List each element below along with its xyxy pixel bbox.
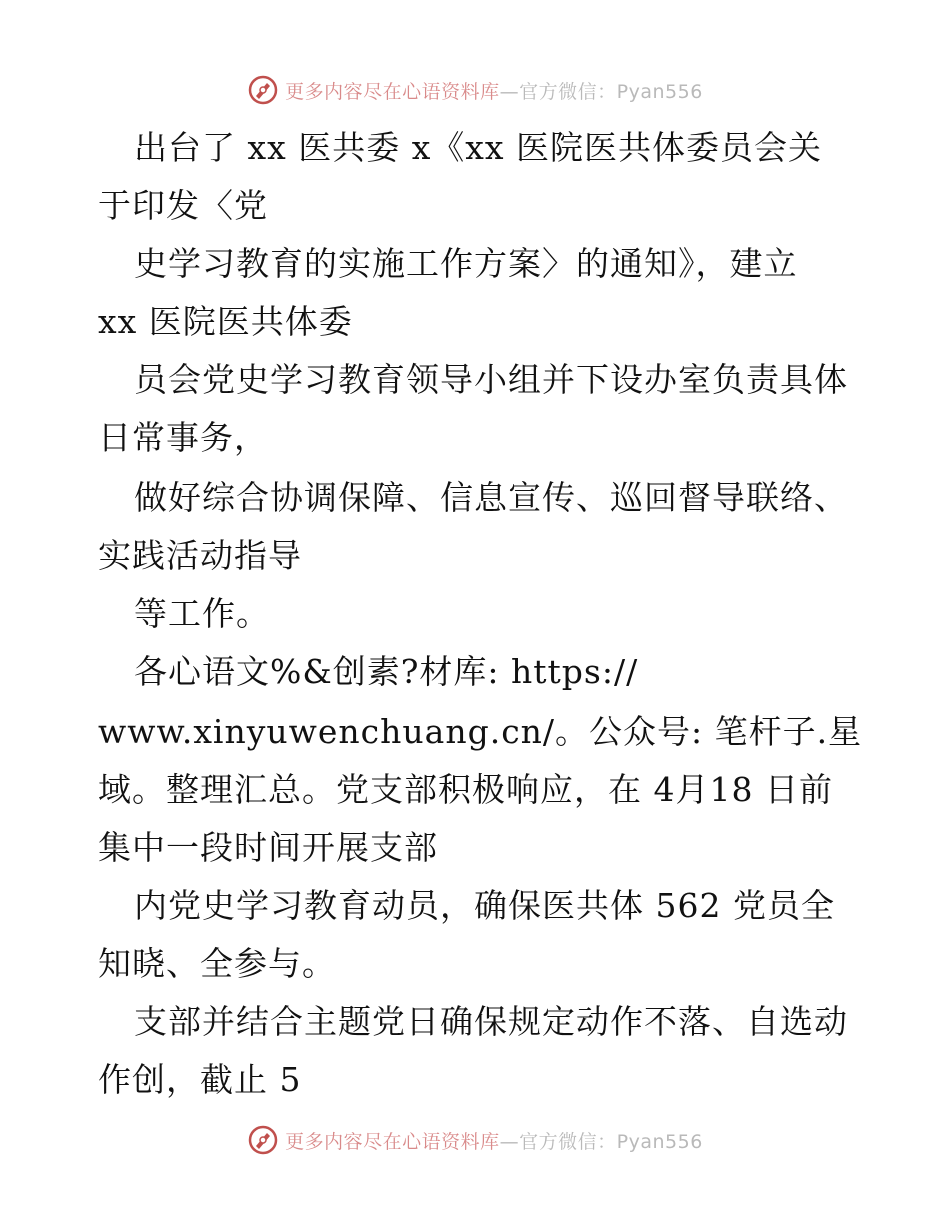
- body-line: 出台了 xx 医共委 x《xx 医院医共体委员会关: [134, 128, 823, 167]
- header-banner-main: 更多内容尽在心语资料库: [285, 80, 500, 103]
- body-line: 作创，截止 5: [98, 1060, 302, 1099]
- header-banner-suffix: 官方微信：Pyan556: [519, 80, 703, 103]
- body-line: 日常事务，: [98, 418, 268, 457]
- body-line: 集中一段时间开展支部: [98, 828, 438, 867]
- body-line: 各心语文%&创素?材库: https://: [134, 652, 639, 691]
- body-line: 域。整理汇总。党支部积极响应，在 4月18 日前: [98, 770, 833, 809]
- body-line: 做好综合协调保障、信息宣传、巡回督导联络、: [134, 478, 848, 517]
- footer-banner-separator: —: [499, 1130, 520, 1153]
- body-line: xx 医院医共体委: [98, 302, 353, 341]
- body-line: 等工作。: [134, 594, 270, 633]
- footer-banner-suffix: 官方微信：Pyan556: [519, 1130, 703, 1153]
- body-line: 员会党史学习教育领导小组并下设办室负责具体: [134, 360, 848, 399]
- body-line: www.xinyuwenchuang.cn/。公众号: 笔杆子.星: [98, 712, 863, 751]
- footer-banner-main: 更多内容尽在心语资料库: [285, 1130, 500, 1153]
- body-line: 内党史学习教育动员，确保医共体 562 党员全: [134, 886, 835, 925]
- footer-banner: [0, 1120, 950, 1160]
- brand-logo-icon: [247, 1124, 279, 1156]
- body-line: 实践活动指导: [98, 536, 302, 575]
- header-banner-separator: —: [499, 80, 520, 103]
- body-line: 于印发〈党: [98, 186, 268, 225]
- body-line: 知晓、全参与。: [98, 944, 336, 983]
- footer-banner-text: [285, 1127, 703, 1154]
- body-line: 支部并结合主题党日确保规定动作不落、自选动: [134, 1002, 848, 1041]
- body-line: 史学习教育的实施工作方案〉的通知》，建立: [134, 244, 798, 283]
